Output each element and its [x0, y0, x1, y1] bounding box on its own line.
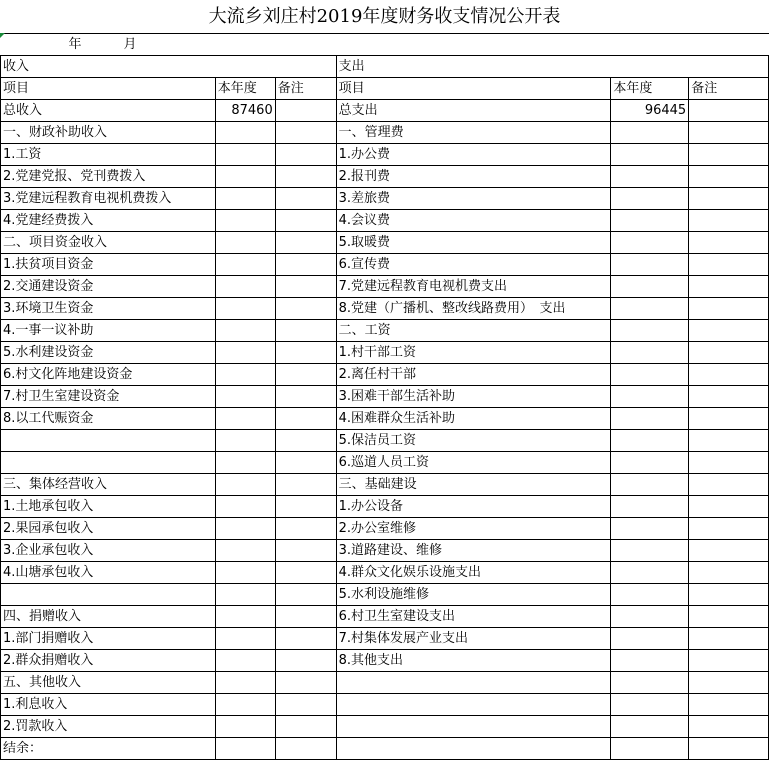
expense-amount-cell[interactable] [611, 628, 689, 650]
expense-item-cell[interactable]: 总支出 [336, 100, 611, 122]
expense-note-cell[interactable] [689, 122, 769, 144]
table-row [1, 650, 769, 672]
expense-note-cell[interactable] [689, 210, 769, 232]
col-header-amount-right[interactable]: 本年度 [611, 78, 689, 100]
income-note-cell[interactable] [275, 672, 336, 694]
expense-item-cell[interactable]: 3.差旅费 [336, 188, 611, 210]
expense-amount-cell[interactable] [611, 518, 689, 540]
income-item-cell[interactable]: 2.党建党报、党刊费拨入 [1, 166, 216, 188]
income-amount-cell[interactable] [215, 650, 275, 672]
income-amount-cell[interactable] [215, 166, 275, 188]
month-label: 月 [123, 37, 137, 52]
expense-amount-cell[interactable] [611, 496, 689, 518]
income-note-cell[interactable] [275, 188, 336, 210]
date-row [1, 34, 769, 56]
column-header-row [1, 78, 769, 100]
expense-item-cell[interactable]: 1.办公设备 [336, 496, 611, 518]
expense-item-cell[interactable]: 2.报刊费 [336, 166, 611, 188]
income-note-cell[interactable] [275, 254, 336, 276]
income-item-cell[interactable]: 2.罚款收入 [1, 716, 216, 738]
expense-item-cell[interactable]: 3.道路建设、维修 [336, 540, 611, 562]
income-item-cell[interactable]: 二、项目资金收入 [1, 232, 216, 254]
income-item-cell[interactable]: 结余： [1, 738, 216, 760]
expense-note-cell[interactable] [689, 430, 769, 452]
expense-item-cell[interactable]: 5.水利设施维修 [336, 584, 611, 606]
income-item-cell[interactable]: 总收入 [1, 100, 216, 122]
income-note-cell[interactable] [275, 716, 336, 738]
income-note-cell[interactable] [275, 320, 336, 342]
expense-note-cell[interactable] [689, 100, 769, 122]
expense-amount-cell[interactable] [611, 298, 689, 320]
income-amount-cell[interactable] [215, 144, 275, 166]
expense-note-cell[interactable] [689, 496, 769, 518]
income-amount-cell[interactable] [215, 540, 275, 562]
income-note-cell[interactable] [275, 210, 336, 232]
expense-item-cell[interactable]: 三、基础建设 [336, 474, 611, 496]
expense-note-cell[interactable] [689, 452, 769, 474]
expense-amount-cell[interactable] [611, 716, 689, 738]
income-amount-cell[interactable] [215, 694, 275, 716]
income-item-cell[interactable]: 3.党建远程教育电视机费拨入 [1, 188, 216, 210]
expense-amount-cell[interactable] [611, 254, 689, 276]
expense-amount-cell[interactable] [611, 320, 689, 342]
col-header-amount[interactable]: 本年度 [215, 78, 275, 100]
table-row [1, 254, 769, 276]
table-row [1, 144, 769, 166]
income-note-cell[interactable] [275, 562, 336, 584]
year-label: 年 [68, 37, 82, 52]
income-item-cell[interactable]: 2.果园承包收入 [1, 518, 216, 540]
income-amount-cell[interactable] [215, 342, 275, 364]
expense-item-cell[interactable]: 二、工资 [336, 320, 611, 342]
table-row [1, 628, 769, 650]
income-note-cell[interactable] [275, 408, 336, 430]
expense-note-cell[interactable] [689, 650, 769, 672]
finance-table [0, 33, 769, 760]
income-item-cell[interactable]: 四、捐赠收入 [1, 606, 216, 628]
expense-note-cell[interactable] [689, 408, 769, 430]
expense-amount-cell[interactable] [611, 276, 689, 298]
income-amount-cell[interactable] [215, 584, 275, 606]
income-amount-cell[interactable] [215, 474, 275, 496]
table-row [1, 474, 769, 496]
table-row [1, 540, 769, 562]
income-item-cell[interactable]: 1.利息收入 [1, 694, 216, 716]
table-row [1, 694, 769, 716]
income-item-cell[interactable]: 1.扶贫项目资金 [1, 254, 216, 276]
income-item-cell[interactable]: 4.山塘承包收入 [1, 562, 216, 584]
income-note-cell[interactable] [275, 738, 336, 760]
expense-amount-cell[interactable] [611, 188, 689, 210]
income-note-cell[interactable] [275, 474, 336, 496]
expense-item-cell[interactable]: 4.会议费 [336, 210, 611, 232]
col-header-item-right[interactable]: 项目 [336, 78, 611, 100]
income-note-cell[interactable] [275, 276, 336, 298]
income-item-cell[interactable]: 1.工资 [1, 144, 216, 166]
table-row [1, 408, 769, 430]
expense-amount-cell[interactable] [611, 738, 689, 760]
expense-amount-cell[interactable] [611, 650, 689, 672]
expense-item-cell[interactable] [336, 672, 611, 694]
income-amount-cell[interactable] [215, 276, 275, 298]
income-amount-cell[interactable] [215, 738, 275, 760]
income-section-header[interactable]: 收入 [1, 56, 337, 78]
expense-item-cell[interactable]: 7.党建远程教育电视机费支出 [336, 276, 611, 298]
income-item-cell[interactable]: 1.土地承包收入 [1, 496, 216, 518]
col-header-item[interactable]: 项目 [1, 78, 216, 100]
section-header-row [1, 56, 769, 78]
table-row [1, 584, 769, 606]
income-item-cell[interactable] [1, 452, 216, 474]
income-note-cell[interactable] [275, 364, 336, 386]
table-row [1, 166, 769, 188]
table-row [1, 518, 769, 540]
expense-amount-cell[interactable] [611, 122, 689, 144]
table-row [1, 562, 769, 584]
expense-note-cell[interactable] [689, 628, 769, 650]
income-item-cell[interactable]: 三、集体经营收入 [1, 474, 216, 496]
expense-item-cell[interactable]: 2.办公室维修 [336, 518, 611, 540]
expense-amount-cell[interactable] [611, 672, 689, 694]
expense-amount-cell[interactable] [611, 386, 689, 408]
table-row [1, 364, 769, 386]
expense-item-cell[interactable] [336, 694, 611, 716]
expense-item-cell[interactable]: 6.宣传费 [336, 254, 611, 276]
expense-note-cell[interactable] [689, 298, 769, 320]
expense-note-cell[interactable] [689, 738, 769, 760]
expense-note-cell[interactable] [689, 716, 769, 738]
income-item-cell[interactable]: 2.交通建设资金 [1, 276, 216, 298]
expense-amount-cell[interactable] [611, 166, 689, 188]
income-item-cell[interactable]: 4.党建经费拨入 [1, 210, 216, 232]
expense-note-cell[interactable] [689, 584, 769, 606]
expense-note-cell[interactable] [689, 672, 769, 694]
expense-item-cell[interactable]: 3.困难干部生活补助 [336, 386, 611, 408]
expense-note-cell[interactable] [689, 364, 769, 386]
table-row [1, 452, 769, 474]
expense-amount-cell[interactable] [611, 562, 689, 584]
income-amount-cell[interactable] [215, 122, 275, 144]
expense-item-cell[interactable]: 1.村干部工资 [336, 342, 611, 364]
expense-item-cell[interactable] [336, 716, 611, 738]
expense-amount-cell[interactable] [611, 452, 689, 474]
date-cell[interactable] [1, 34, 769, 56]
income-item-cell[interactable]: 4.一事一议补助 [1, 320, 216, 342]
income-amount-cell[interactable] [215, 254, 275, 276]
income-note-cell[interactable] [275, 540, 336, 562]
table-row [1, 672, 769, 694]
table-row [1, 342, 769, 364]
table-row [1, 188, 769, 210]
table-row [1, 122, 769, 144]
expense-note-cell[interactable] [689, 342, 769, 364]
expense-note-cell[interactable] [689, 320, 769, 342]
income-amount-cell[interactable] [215, 210, 275, 232]
income-amount-cell[interactable] [215, 518, 275, 540]
expense-note-cell[interactable] [689, 254, 769, 276]
expense-note-cell[interactable] [689, 166, 769, 188]
income-note-cell[interactable] [275, 100, 336, 122]
income-amount-cell[interactable] [215, 716, 275, 738]
income-item-cell[interactable]: 6.村文化阵地建设资金 [1, 364, 216, 386]
expense-item-cell[interactable]: 4.困难群众生活补助 [336, 408, 611, 430]
expense-amount-cell[interactable]: 96445 [611, 100, 689, 122]
expense-amount-cell[interactable] [611, 232, 689, 254]
expense-note-cell[interactable] [689, 386, 769, 408]
table-row [1, 386, 769, 408]
income-note-cell[interactable] [275, 386, 336, 408]
income-note-cell[interactable] [275, 606, 336, 628]
income-note-cell[interactable] [275, 122, 336, 144]
income-amount-cell[interactable] [215, 320, 275, 342]
income-amount-cell[interactable] [215, 496, 275, 518]
expense-item-cell[interactable]: 4.群众文化娱乐设施支出 [336, 562, 611, 584]
expense-item-cell[interactable]: 6.巡道人员工资 [336, 452, 611, 474]
expense-item-cell[interactable]: 7.村集体发展产业支出 [336, 628, 611, 650]
expense-amount-cell[interactable] [611, 474, 689, 496]
table-row [1, 298, 769, 320]
table-row [1, 320, 769, 342]
income-note-cell[interactable] [275, 584, 336, 606]
expense-section-header[interactable]: 支出 [336, 56, 768, 78]
table-row [1, 210, 769, 232]
table-row [1, 232, 769, 254]
expense-item-cell[interactable]: 8.党建（广播机、整改线路费用） 支出 [336, 298, 611, 320]
expense-amount-cell[interactable] [611, 694, 689, 716]
expense-item-cell[interactable]: 8.其他支出 [336, 650, 611, 672]
expense-amount-cell[interactable] [611, 408, 689, 430]
table-row [1, 496, 769, 518]
income-note-cell[interactable] [275, 650, 336, 672]
income-item-cell[interactable]: 3.企业承包收入 [1, 540, 216, 562]
expense-amount-cell[interactable] [611, 364, 689, 386]
expense-amount-cell[interactable] [611, 540, 689, 562]
income-item-cell[interactable] [1, 430, 216, 452]
income-note-cell[interactable] [275, 166, 336, 188]
income-item-cell[interactable]: 8.以工代赈资金 [1, 408, 216, 430]
expense-note-cell[interactable] [689, 540, 769, 562]
table-row [1, 716, 769, 738]
income-amount-cell[interactable] [215, 364, 275, 386]
income-item-cell[interactable]: 7.村卫生室建设资金 [1, 386, 216, 408]
income-amount-cell[interactable] [215, 452, 275, 474]
income-note-cell[interactable] [275, 430, 336, 452]
income-amount-cell[interactable] [215, 562, 275, 584]
col-header-note-right[interactable]: 备注 [689, 78, 769, 100]
cell-corner-marker [0, 33, 5, 38]
table-row [1, 606, 769, 628]
table-row [1, 276, 769, 298]
expense-note-cell[interactable] [689, 188, 769, 210]
expense-item-cell[interactable]: 2.离任村干部 [336, 364, 611, 386]
expense-amount-cell[interactable] [611, 584, 689, 606]
income-amount-cell[interactable] [215, 232, 275, 254]
expense-note-cell[interactable] [689, 606, 769, 628]
expense-item-cell[interactable]: 1.办公费 [336, 144, 611, 166]
expense-amount-cell[interactable] [611, 342, 689, 364]
income-amount-cell[interactable] [215, 430, 275, 452]
expense-amount-cell[interactable] [611, 210, 689, 232]
income-note-cell[interactable] [275, 496, 336, 518]
income-item-cell[interactable]: 3.环境卫生资金 [1, 298, 216, 320]
income-amount-cell[interactable] [215, 386, 275, 408]
income-amount-cell[interactable] [215, 606, 275, 628]
income-note-cell[interactable] [275, 144, 336, 166]
income-note-cell[interactable] [275, 518, 336, 540]
expense-note-cell[interactable] [689, 694, 769, 716]
table-row [1, 430, 769, 452]
expense-item-cell[interactable]: 5.保洁员工资 [336, 430, 611, 452]
expense-item-cell[interactable]: 6.村卫生室建设支出 [336, 606, 611, 628]
col-header-note[interactable]: 备注 [275, 78, 336, 100]
table-row [1, 100, 769, 122]
income-item-cell[interactable]: 1.部门捐赠收入 [1, 628, 216, 650]
expense-note-cell[interactable] [689, 232, 769, 254]
income-amount-cell[interactable] [215, 188, 275, 210]
income-note-cell[interactable] [275, 628, 336, 650]
income-amount-cell[interactable] [215, 408, 275, 430]
expense-note-cell[interactable] [689, 276, 769, 298]
expense-note-cell[interactable] [689, 562, 769, 584]
expense-note-cell[interactable] [689, 474, 769, 496]
income-item-cell[interactable]: 五、其他收入 [1, 672, 216, 694]
expense-item-cell[interactable]: 一、管理费 [336, 122, 611, 144]
income-note-cell[interactable] [275, 232, 336, 254]
table-row [1, 738, 769, 760]
sheet-title: 大流乡刘庄村2019年度财务收支情况公开表 [208, 6, 561, 27]
expense-amount-cell[interactable] [611, 144, 689, 166]
expense-amount-cell[interactable] [611, 606, 689, 628]
income-amount-cell[interactable] [215, 628, 275, 650]
income-note-cell[interactable] [275, 298, 336, 320]
income-note-cell[interactable] [275, 452, 336, 474]
income-amount-cell[interactable]: 87460 [215, 100, 275, 122]
income-amount-cell[interactable] [215, 298, 275, 320]
income-note-cell[interactable] [275, 694, 336, 716]
income-item-cell[interactable] [1, 584, 216, 606]
expense-note-cell[interactable] [689, 144, 769, 166]
expense-item-cell[interactable] [336, 738, 611, 760]
income-item-cell[interactable]: 一、财政补助收入 [1, 122, 216, 144]
expense-note-cell[interactable] [689, 518, 769, 540]
income-item-cell[interactable]: 5.水利建设资金 [1, 342, 216, 364]
expense-item-cell[interactable]: 5.取暖费 [336, 232, 611, 254]
expense-amount-cell[interactable] [611, 430, 689, 452]
income-amount-cell[interactable] [215, 672, 275, 694]
income-item-cell[interactable]: 2.群众捐赠收入 [1, 650, 216, 672]
income-note-cell[interactable] [275, 342, 336, 364]
